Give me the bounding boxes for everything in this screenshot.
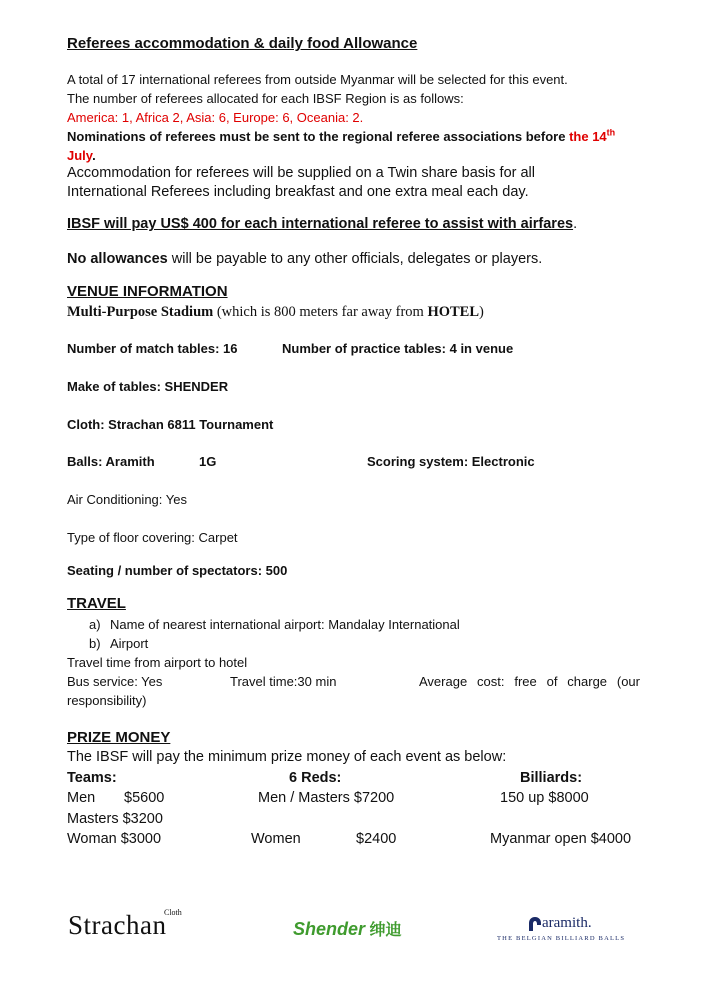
aramith-logo-tagline: THE BELGIAN BILLIARD BALLS bbox=[497, 935, 626, 942]
nomination-month-line bbox=[67, 148, 96, 163]
air-conditioning: Air Conditioning: Yes bbox=[67, 492, 187, 507]
travel-item-b: Airport bbox=[110, 636, 149, 651]
seating: Seating / number of spectators: 500 bbox=[67, 563, 288, 578]
shender-logo bbox=[293, 917, 402, 940]
referees-heading: Referees accommodation & daily food Allowance bbox=[67, 35, 418, 52]
balls-type: 1G bbox=[199, 454, 217, 469]
strachan-logo bbox=[68, 908, 182, 941]
travel-time-line: Travel time from airport to hotel bbox=[67, 655, 248, 670]
accommodation-line2: International Referees including breakfast and one extra meal each day. bbox=[67, 184, 529, 200]
venue-heading: VENUE INFORMATION bbox=[67, 283, 228, 300]
col-teams: Teams: bbox=[67, 770, 117, 786]
scoring-system: Scoring system: Electronic bbox=[367, 454, 535, 469]
travel-time: Travel time:30 min bbox=[230, 674, 337, 689]
prize-myanmar-open: Myanmar open $4000 bbox=[490, 831, 632, 847]
col-six-reds: 6 Reds: bbox=[289, 770, 342, 786]
prize-women-amount: $2400 bbox=[356, 831, 397, 847]
travel-item-a-marker: a) bbox=[89, 617, 101, 632]
accommodation-line1: Accommodation for referees will be supplied on a Twin share basis for all bbox=[67, 165, 535, 181]
practice-tables: Number of practice tables: 4 in venue bbox=[282, 341, 514, 356]
cloth: Cloth: Strachan 6811 Tournament bbox=[67, 417, 274, 432]
stadium-hotel: HOTEL bbox=[427, 304, 480, 320]
nomination-month: July bbox=[67, 148, 93, 163]
referees-line2: The number of referees allocated for each IBSF Region is as follows: bbox=[67, 91, 464, 106]
travel-item-b-marker: b) bbox=[89, 636, 101, 651]
prize-masters: Masters $3200 bbox=[67, 811, 163, 827]
bus-service: Bus service: Yes bbox=[67, 674, 163, 689]
col-billiards: Billiards: bbox=[520, 770, 583, 786]
travel-heading: TRAVEL bbox=[67, 595, 126, 612]
shender-logo-text: Shender bbox=[293, 919, 366, 939]
prize-men: Men bbox=[67, 790, 96, 806]
stadium-distance: (which is 800 meters far away from bbox=[213, 304, 428, 320]
nomination-date: the 14th bbox=[569, 127, 616, 144]
prize-men-amount: $5600 bbox=[124, 790, 165, 806]
prize-women: Women bbox=[251, 831, 301, 847]
referees-line1: A total of 17 international referees from outside Myanmar will be selected for this event. bbox=[67, 72, 568, 87]
stadium-name: Multi-Purpose Stadium bbox=[67, 304, 214, 320]
prize-reds-men: Men / Masters $7200 bbox=[258, 790, 395, 806]
prize-heading: PRIZE MONEY bbox=[67, 729, 171, 746]
aramith-ball-icon bbox=[528, 916, 542, 937]
floor-covering: Type of floor covering: Carpet bbox=[67, 530, 238, 545]
referees-nomination bbox=[67, 129, 615, 144]
prize-intro: The IBSF will pay the minimum prize money of each event as below: bbox=[67, 749, 507, 765]
allowances-line bbox=[67, 251, 542, 267]
strachan-logo-cloth: Cloth bbox=[164, 908, 182, 917]
balls: Balls: Aramith bbox=[67, 454, 155, 469]
airfare-text: IBSF will pay US$ 400 for each international referee to assist with airfares bbox=[67, 216, 574, 232]
match-tables: Number of match tables: 16 bbox=[67, 341, 238, 356]
allowances-rest: will be payable to any other officials, delegates or players. bbox=[167, 251, 543, 267]
prize-billiards-150: 150 up $8000 bbox=[500, 790, 589, 806]
strachan-logo-text: Strachan bbox=[68, 910, 167, 940]
allowances-bold: No allowances bbox=[67, 251, 168, 267]
travel-item-a: Name of nearest international airport: Mandalay International bbox=[110, 617, 460, 632]
venue-stadium bbox=[67, 304, 484, 321]
aramith-logo-text: aramith. bbox=[542, 915, 592, 931]
referees-regions: America: 1, Africa 2, Asia: 6, Europe: 6, Oceania: 2. bbox=[67, 110, 364, 125]
prize-woman: Woman $3000 bbox=[67, 831, 162, 847]
airfare-line bbox=[67, 216, 577, 232]
shender-logo-chinese: 绅迪 bbox=[369, 922, 402, 939]
make-of-tables: Make of tables: SHENDER bbox=[67, 379, 229, 394]
stadium-close: ) bbox=[479, 304, 484, 320]
nomination-text: Nominations of referees must be sent to the regional referee associations before bbox=[67, 129, 566, 144]
average-cost-cont: responsibility) bbox=[67, 693, 147, 708]
nomination-end: . bbox=[92, 148, 96, 163]
average-cost: Average cost: free of charge (our bbox=[419, 674, 640, 689]
airfare-end: . bbox=[573, 216, 578, 232]
